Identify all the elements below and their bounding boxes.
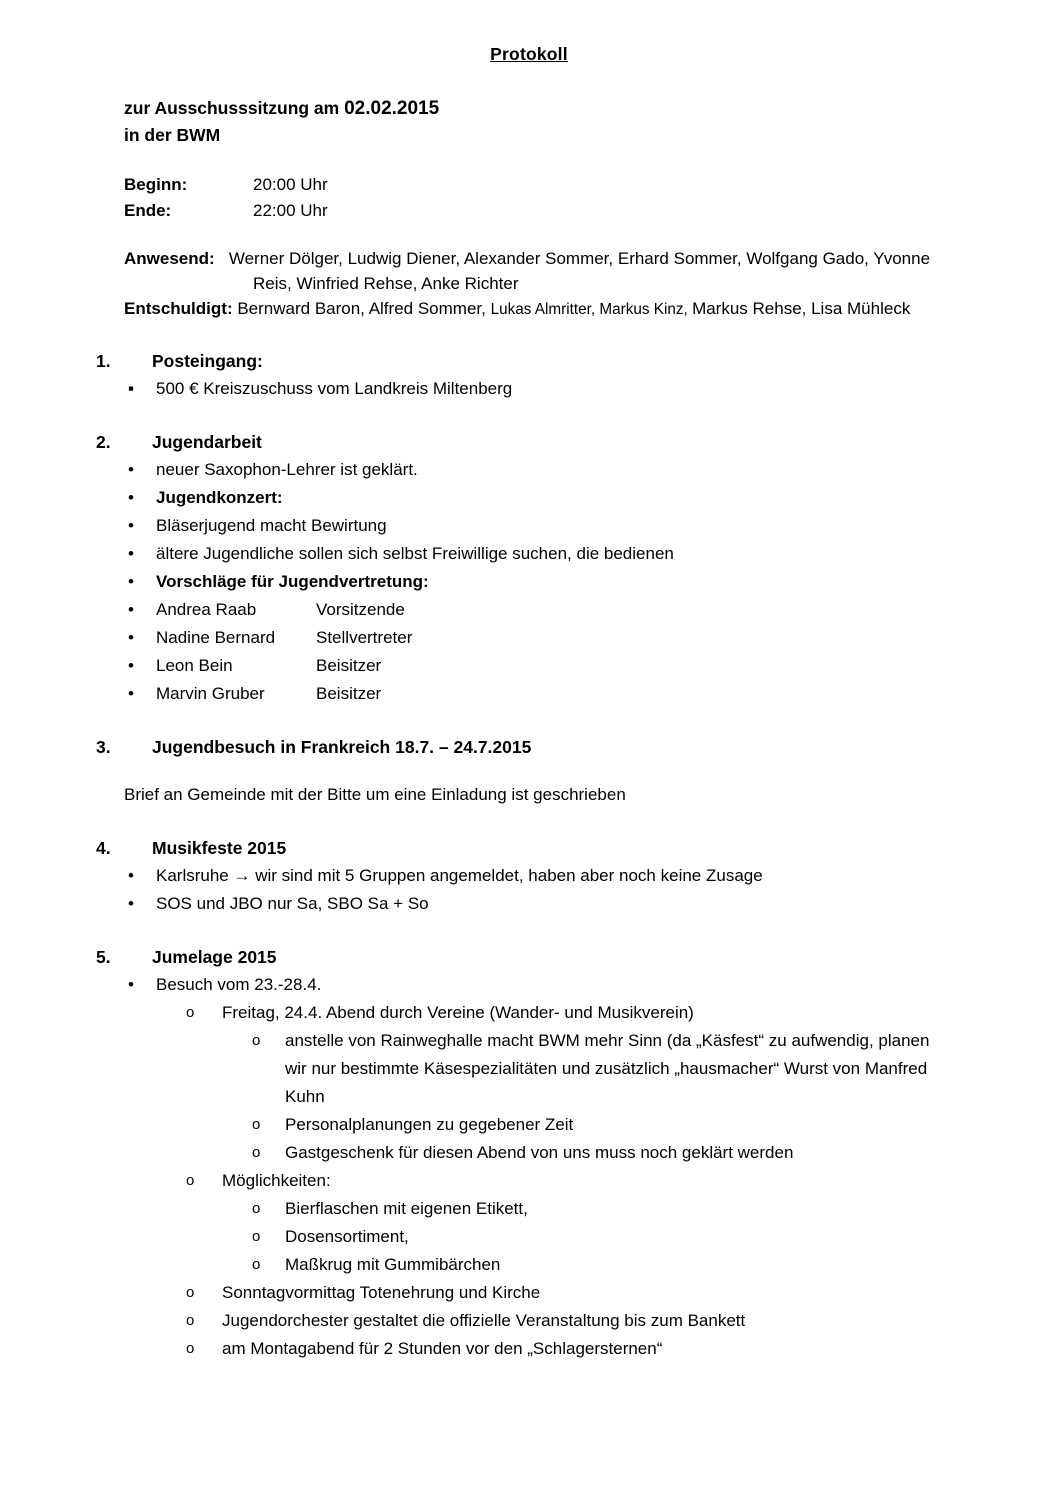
section-posteingang (96, 348, 954, 403)
circle-bullet-icon: o (252, 1032, 261, 1049)
round-bullet-icon: • (128, 684, 134, 703)
list-item (128, 568, 954, 596)
list-item (124, 1279, 954, 1307)
person-role: Beisitzer (316, 684, 382, 703)
round-bullet-icon: • (128, 460, 134, 479)
list-item (128, 484, 954, 512)
meeting-prefix: zur Ausschusssitzung am (124, 98, 345, 118)
section-5-title: Jumelage 2015 (152, 947, 277, 967)
circle-bullet-icon: o (252, 1144, 261, 1161)
person-name: Andrea Raab (156, 600, 257, 619)
list-item (124, 1139, 954, 1167)
excused-row (124, 296, 954, 322)
list-item-label: Besuch vom 23.-28.4. (156, 975, 322, 994)
excused-names-tail: Markus Rehse, Lisa Mühleck (692, 299, 911, 318)
section-4-heading (96, 835, 954, 862)
section-2-title: Jugendarbeit (152, 432, 262, 452)
section-1-title: Posteingang: (152, 351, 263, 371)
list-item-label: SOS und JBO nur Sa, SBO Sa + So (156, 894, 429, 913)
round-bullet-icon: • (128, 975, 134, 994)
section-5-sublist-level-2a (124, 1027, 954, 1167)
section-3-title: Jugendbesuch in Frankreich 18.7. – 24.7.2015 (152, 737, 532, 757)
list-item-label: Gastgeschenk für diesen Abend von uns muss noch geklärt werden (285, 1143, 794, 1162)
present-row (124, 246, 954, 296)
end-label: Ende: (124, 201, 172, 220)
section-jugendarbeit (96, 429, 954, 708)
circle-bullet-icon: o (252, 1228, 261, 1245)
list-item (128, 512, 954, 540)
section-4-list (124, 862, 954, 918)
list-item-label: Jugendorchester gestaltet die offizielle Veranstaltung bis zum Bankett (222, 1311, 746, 1330)
begin-value: 20:00 Uhr (253, 175, 328, 194)
section-jugendbesuch (96, 734, 954, 809)
person-role: Vorsitzende (316, 600, 405, 619)
list-item (124, 1111, 954, 1139)
section-4-title: Musikfeste 2015 (152, 838, 287, 858)
begin-label: Beginn: (124, 175, 188, 194)
meeting-heading (124, 95, 954, 148)
circle-bullet-icon: o (186, 1172, 195, 1189)
list-item (124, 1251, 954, 1279)
person-name: Nadine Bernard (156, 628, 276, 647)
person-role: Beisitzer (316, 656, 382, 675)
circle-bullet-icon: o (186, 1340, 195, 1357)
meeting-times (124, 172, 954, 224)
section-5-number: 5. (96, 947, 111, 967)
round-bullet-icon: • (128, 656, 134, 675)
circle-bullet-icon: o (186, 1004, 195, 1021)
list-item-label: Freitag, 24.4. Abend durch Vereine (Wander- und Musikverein) (222, 1003, 694, 1022)
round-bullet-icon: • (128, 572, 134, 591)
section-5-sublist-level-1 (124, 999, 954, 1027)
list-item (128, 540, 954, 568)
section-jumelage (96, 944, 954, 1363)
section-3-heading (96, 734, 954, 761)
person-role: Stellvertreter (316, 628, 413, 647)
square-bullet-icon: ▪ (128, 379, 135, 398)
page-title: Protokoll (490, 44, 568, 64)
section-5-heading (96, 944, 954, 971)
round-bullet-icon: • (128, 866, 134, 885)
round-bullet-icon: • (128, 544, 134, 563)
round-bullet-icon: • (128, 600, 134, 619)
table-row (128, 652, 954, 680)
end-value: 22:00 Uhr (253, 201, 328, 220)
list-item-label: Jugendkonzert: (156, 488, 283, 507)
person-name: Marvin Gruber (156, 684, 265, 703)
title-row (124, 44, 934, 65)
list-item (124, 1195, 954, 1223)
list-item-label: Sonntagvormittag Totenehrung und Kirche (222, 1283, 541, 1302)
list-item-label: anstelle von Rainweghalle macht BWM mehr Sinn (da „Käsfest“ zu aufwendig, planen wir nur bestimmte Käsespezialitäten und zusätzlich „hausmacher“ Wurst von Manfred Kuhn (285, 1031, 930, 1106)
circle-bullet-icon: o (252, 1116, 261, 1133)
list-item (124, 1223, 954, 1251)
round-bullet-icon: • (128, 894, 134, 913)
list-item-label: ältere Jugendliche sollen sich selbst Freiwillige suchen, die bedienen (156, 544, 674, 563)
circle-bullet-icon: o (252, 1256, 261, 1273)
list-item (128, 890, 954, 918)
section-5-list (124, 971, 954, 999)
table-row (128, 624, 954, 652)
section-1-list (124, 375, 954, 403)
round-bullet-icon: • (128, 488, 134, 507)
section-1-heading (96, 348, 954, 375)
list-item (124, 1335, 954, 1363)
list-item (128, 456, 954, 484)
section-2-list (124, 456, 954, 708)
list-item (124, 1307, 954, 1335)
table-row (128, 596, 954, 624)
meeting-location: in der BWM (124, 125, 221, 145)
list-item (124, 1167, 954, 1195)
list-item-label: Bierflaschen mit eigenen Etikett, (285, 1199, 528, 1218)
section-5-sublist-level-2b (124, 1195, 954, 1279)
list-item-label: Dosensortiment, (285, 1227, 409, 1246)
meeting-date: 02.02.2015 (344, 98, 440, 119)
section-2-heading (96, 429, 954, 456)
time-row-begin (124, 172, 954, 198)
list-item-label: Karlsruhe → wir sind mit 5 Gruppen angemeldet, haben aber noch keine Zusage (156, 866, 763, 885)
section-2-number: 2. (96, 432, 111, 452)
list-item-label: am Montagabend für 2 Stunden vor den „Schlagersternen“ (222, 1339, 663, 1358)
attendance-block (124, 246, 954, 322)
excused-label: Entschuldigt: (124, 299, 233, 318)
present-label: Anwesend: (124, 249, 215, 268)
present-names: Werner Dölger, Ludwig Diener, Alexander Sommer, Erhard Sommer, Wolfgang Gado, Yvonne Reis, Winfried Rehse, Anke Richter (228, 249, 931, 293)
list-item (128, 862, 954, 890)
list-item-label: 500 € Kreiszuschuss vom Landkreis Miltenberg (156, 379, 513, 398)
list-item (128, 971, 954, 999)
person-name: Leon Bein (156, 656, 233, 675)
list-item-label: Personalplanungen zu gegebener Zeit (285, 1115, 574, 1134)
round-bullet-icon: • (128, 516, 134, 535)
meeting-line-1 (124, 95, 954, 122)
time-row-end (124, 198, 954, 224)
circle-bullet-icon: o (186, 1284, 195, 1301)
list-item-label: Bläserjugend macht Bewirtung (156, 516, 387, 535)
section-5-sublist-level-1c (124, 1279, 954, 1363)
circle-bullet-icon: o (252, 1200, 261, 1217)
section-3-number: 3. (96, 737, 111, 757)
table-row (128, 680, 954, 708)
list-item-label: Vorschläge für Jugendvertretung: (156, 572, 429, 591)
section-musikfeste (96, 835, 954, 918)
excused-names-main: Bernward Baron, Alfred Sommer, (237, 299, 491, 318)
list-item (128, 375, 954, 403)
section-5-sublist-level-1b (124, 1167, 954, 1195)
list-item-label: Maßkrug mit Gummibärchen (285, 1255, 501, 1274)
list-item-label: neuer Saxophon-Lehrer ist geklärt. (156, 460, 418, 479)
document-body (96, 44, 954, 1363)
list-item-label: Möglichkeiten: (222, 1171, 331, 1190)
section-3-paragraph: Brief an Gemeinde mit der Bitte um eine Einladung ist geschrieben (124, 785, 626, 804)
section-1-number: 1. (96, 351, 111, 371)
list-item (124, 1027, 954, 1111)
circle-bullet-icon: o (186, 1312, 195, 1329)
excused-names-small: Lukas Almritter, Markus Kinz, (490, 301, 693, 318)
section-4-number: 4. (96, 838, 111, 858)
round-bullet-icon: • (128, 628, 134, 647)
list-item (124, 999, 954, 1027)
